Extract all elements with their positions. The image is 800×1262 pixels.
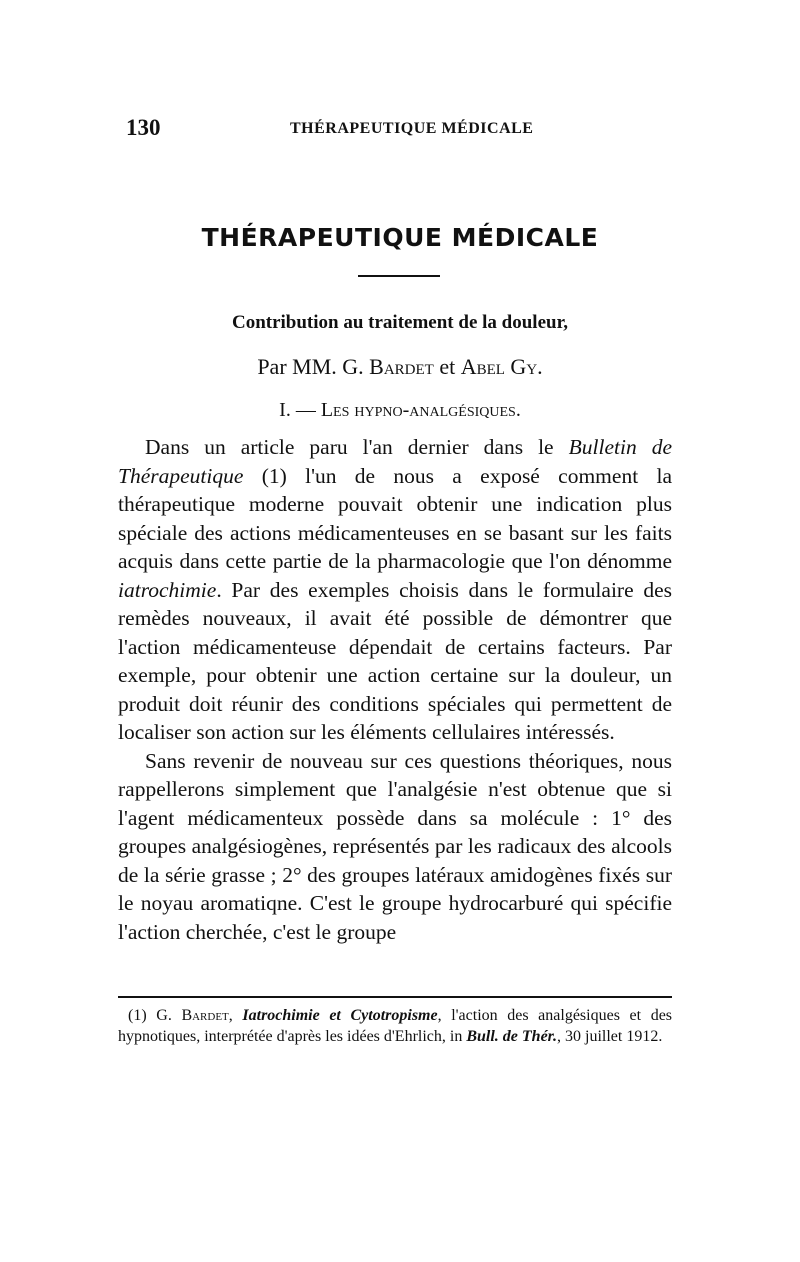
footnote-marker: (1) G. [128,1007,182,1024]
subsection-numeral: I. — [279,399,321,421]
byline-prefix: Par MM. G. [257,354,370,379]
byline [0,353,800,381]
page-number: 130 [126,115,161,140]
footnote-1 [118,1005,672,1047]
footnote-author: Bardet [181,1007,229,1024]
footnote-rule [118,996,672,998]
body-text [118,433,672,946]
section-title: THÉRAPEUTIQUE MÉDICALE [201,223,599,252]
term-iatrochimie: iatrochimie [118,577,217,602]
footnote-title: Iatrochimie et Cytotropisme [242,1007,438,1024]
article-title: Contribution au traitement de la douleur, [231,312,569,333]
subsection-heading [0,397,800,423]
title-rule [358,275,440,277]
running-head: THÉRAPEUTIQUE MÉDICALE [290,120,534,137]
author-gy: Abel Gy [460,354,538,379]
author-bardet: Bardet [369,354,434,379]
footnote-date: , 30 juillet 1912. [557,1028,663,1045]
paragraph-2: Sans revenir de nouveau sur ces questions théoriques, nous rappellerons simplement que l'analgésie n'est obtenue que si l'agent médicamenteux possède dans sa molécule : 1° des groupes analgésiogènes, représentés par les radicaux des alcools de la série grasse ; 2° des groupes latéraux amidogènes fixés sur le noyau aromatiqne. C'est le groupe hydrocarburé qui spécifie l'action cherchée, c'est le groupe [118,748,672,944]
footnote-separator: , [228,1007,243,1024]
paragraph-1-part-2: (1) l'un de nous a exposé comment la thérapeutique moderne pouvait obtenir une indication plus spéciale des actions médicamenteuses en se basant sur les faits acquis dans cette partie de la pharmacologie que l'on dénomme [118,463,672,573]
paragraph-1-part-3: . Par des exemples choisis dans le formulaire des remèdes nouveaux, il avait été possible de démontrer que l'action médicamenteuse dépendait de certains facteurs. Par exemple, pour obtenir une action certaine sur la douleur, un produit doit réunir des conditions spéciales qui permettent de localiser son action sur les éléments cellulaires intéressés. [118,577,672,744]
footnote-journal: Bull. de Thér. [466,1028,558,1045]
journal-name: Bulletin de Thérapeutique [118,435,672,488]
footnote [118,1005,672,1047]
footnote-text: , l'action des analgésiques et des hypnotiques, interprétée d'après les idées d'Ehrlich, in [118,1007,673,1045]
byline-suffix: . [537,354,543,379]
byline-connector: et [433,354,461,379]
paragraph-1-part-1: Dans un article paru l'an dernier dans le [145,435,569,459]
subsection-title: Les hypno-analgésiques. [320,399,521,421]
paragraph-1 [118,433,672,747]
